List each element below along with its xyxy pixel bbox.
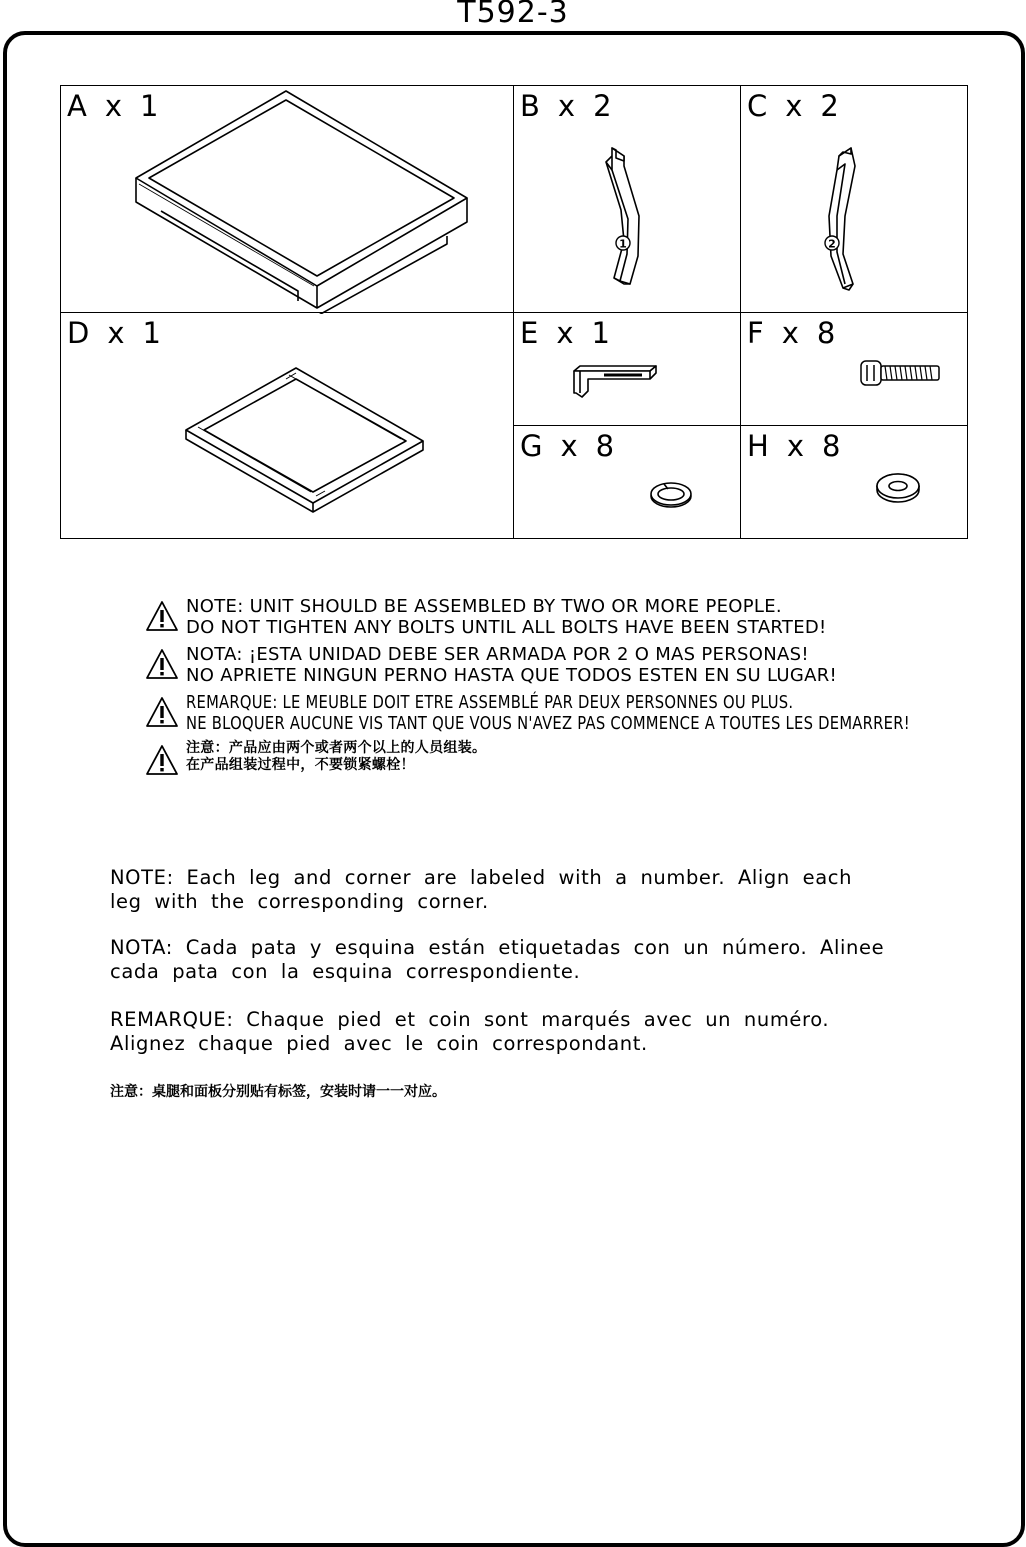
part-label-f: F x 8: [747, 316, 836, 350]
part-cell-g: [513, 425, 741, 539]
part-cell-a: [60, 85, 514, 313]
warning-triangle-icon: [145, 744, 179, 776]
part-cell-f: [740, 312, 968, 426]
part-cell-h: [740, 425, 968, 539]
part-label-b: B x 2: [520, 89, 612, 123]
spring-washer-illustration: [514, 426, 742, 540]
bolt-illustration: [741, 313, 969, 427]
allen-key-illustration: [514, 313, 742, 427]
warning-note-fr: [145, 692, 910, 740]
parts-list-grid: [60, 85, 968, 539]
warning-text-zh: 注意：产品应由两个或者两个以上的人员组装。 在产品组装过程中，不要锁紧螺栓！: [186, 740, 487, 773]
part-cell-c: [740, 85, 968, 313]
instruction-es: NOTA: Cada pata y esquina están etiquetadas con un número. Alinee cada pata con la esquina correspondiente.: [110, 936, 885, 983]
warning-triangle-icon: [145, 696, 179, 728]
warning-triangle-icon: [145, 600, 179, 632]
flat-washer-illustration: [741, 426, 969, 540]
tabletop-illustration: [61, 86, 515, 314]
warning-triangle-icon: [145, 648, 179, 680]
leg-number-1: 1: [619, 237, 627, 251]
part-cell-d: [60, 312, 514, 539]
warning-note-zh: [145, 740, 885, 788]
instruction-zh: 注意：桌腿和面板分别贴有标签，安装时请一一对应。: [110, 1084, 446, 1100]
leg-number-2: 2: [828, 237, 836, 251]
part-label-e: E x 1: [520, 316, 610, 350]
part-label-h: H x 8: [747, 429, 841, 463]
warning-text-en: NOTE: UNIT SHOULD BE ASSEMBLED BY TWO OR MORE PEOPLE. DO NOT TIGHTEN ANY BOLTS UNTIL ALL BOLTS HAVE BEEN STARTED!: [186, 596, 827, 638]
warning-note-es: [145, 644, 885, 692]
warning-note-en: [145, 596, 885, 644]
part-cell-e: [513, 312, 741, 426]
warning-text-fr: REMARQUE: LE MEUBLE DOIT ETRE ASSEMBLÉ PAR DEUX PERSONNES OU PLUS. NE BLOQUER AUCUNE VIS TANT QUE VOUS N'AVEZ PAS COMMENCE A TOUTES LES DEMARRER!: [186, 692, 910, 734]
part-label-g: G x 8: [520, 429, 615, 463]
warning-notes: [145, 596, 910, 788]
part-label-a: A x 1: [67, 89, 159, 123]
leg-c-illustration: [741, 86, 969, 314]
leg-b-illustration: [514, 86, 742, 314]
warning-text-es: NOTA: ¡ESTA UNIDAD DEBE SER ARMADA POR 2 O MAS PERSONAS! NO APRIETE NINGUN PERNO HASTA QUE TODOS ESTEN EN SU LUGAR!: [186, 644, 838, 686]
instruction-fr: REMARQUE: Chaque pied et coin sont marqués avec un numéro. Alignez chaque pied avec le coin correspondant.: [110, 1008, 830, 1055]
instruction-en: NOTE: Each leg and corner are labeled with a number. Align each leg with the corresponding corner.: [110, 866, 853, 913]
part-label-d: D x 1: [67, 316, 161, 350]
part-label-c: C x 2: [747, 89, 839, 123]
frame-illustration: [61, 313, 515, 540]
part-cell-b: [513, 85, 741, 313]
document-code: T592-3: [457, 0, 569, 30]
